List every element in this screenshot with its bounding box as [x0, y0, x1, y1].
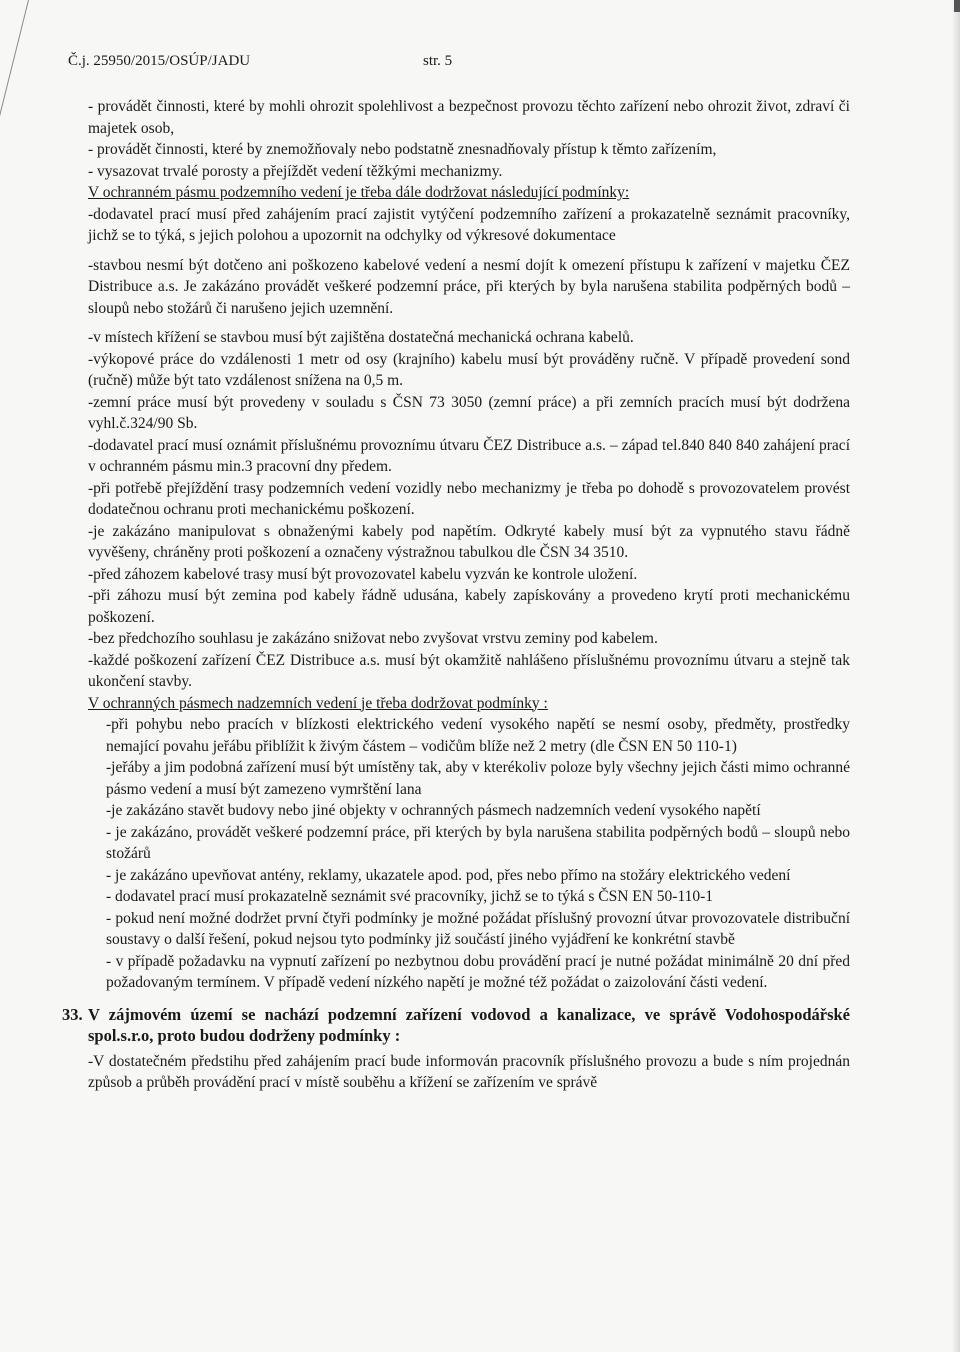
paragraph: - provádět činnosti, které by znemožňovaly nebo podstatně znesnadňovaly přístup k těmto zařízením, [88, 141, 717, 158]
section-title: V zájmovém území se nachází podzemní zařízení vodovod a kanalizace, ve správě Vodohospodářské spol.s.r.o, proto budou dodrženy podmínky : [88, 1004, 850, 1045]
subsection-heading-overhead: V ochranných pásmech nadzemních vedení je třeba dodržovat podmínky : [88, 694, 548, 712]
paragraph: -bez předchozího souhlasu je zakázáno snižovat nebo zvyšovat vrstvu zeminy pod kabelem. [88, 630, 658, 647]
paragraph: -při pohybu nebo pracích v blízkosti elektrického vedení vysokého napětí se nesmí osoby, předměty, prostředky nemající povahu jeřábu přiblížit k živým částem – vodičům blíže než 2 metry (dle ČSN EN 50 110-1) [106, 716, 850, 755]
paragraph: - dodavatel prací musí prokazatelně seznámit své pracovníky, jichž se to týká s ČSN EN 50-110-1 [106, 888, 714, 905]
paragraph: - je zakázáno, provádět veškeré podzemní práce, při kterých by byla narušena stabilita podpěrných bodů – sloupů nebo stožárů [106, 823, 850, 862]
paragraph: -při potřebě přejíždění trasy podzemních vedení vozidly nebo mechanizmy je třeba po dohodě s provozovatelem provést dodatečnou ochranu proti mechanickému poškození. [88, 479, 850, 518]
scan-edge-shadow [952, 0, 960, 1352]
section-33-text: -V dostatečném předstihu před zahájením prací bude informován pracovník příslušného provozu a bude s ním projednán způsob a průběh provádění prací v místě souběhu a křížení se zařízením ve správě [88, 1052, 850, 1091]
paragraph: -výkopové práce do vzdálenosti 1 metr od osy (krajního) kabelu musí být prováděny ručně. V případě provedení sond (ručně) může být tato vzdálenost snížena na 0,5 m. [88, 350, 850, 389]
paragraph: -je zakázáno manipulovat s obnaženými kabely pod napětím. Odkryté kabely musí být za vypnutého stavu řádně vyvěšeny, chráněny proti poškození a označeny výstražnou tabulkou dle ČSN 34 3510. [88, 522, 850, 561]
reference-number: Č.j. 25950/2015/OSÚP/JADU [68, 53, 251, 69]
paragraph: - vysazovat trvalé porosty a přejíždět vedení těžkými mechanizmy. [88, 162, 503, 180]
scan-edge-mark [954, 0, 960, 12]
paragraph: -dodavatel prací musí oznámit příslušnému provoznímu útvaru ČEZ Distribuce a.s. – západ tel.840 840 840 zahájení prací v ochranném pásmu min.3 pracovní dny předem. [88, 436, 850, 475]
paragraph: - v případě požadavku na vypnutí zařízení po nezbytnou dobu provádění prací je nutné požádat minimálně 20 dní před požadovaným termínem. V případě vedení nízkého napětí je možné též požádat o zaizolování části vedení. [106, 952, 850, 991]
paragraph: -každé poškození zařízení ČEZ Distribuce a.s. musí být okamžitě nahlášeno příslušnému provoznímu útvaru a stejně tak ukončení stavby. [88, 651, 850, 690]
paragraph: -v místech křížení se stavbou musí být zajištěna dostatečná mechanická ochrana kabelů. [88, 329, 634, 346]
paragraph: -zemní práce musí být provedeny v souladu s ČSN 73 3050 (zemní práce) a při zemních pracích musí být dodržena vyhl.č.324/90 Sb. [88, 393, 850, 432]
paragraph: - provádět činnosti, které by mohli ohrozit spolehlivost a bezpečnost provozu těchto zařízení nebo ohrozit život, zdraví či majetek osob, [88, 98, 850, 137]
paragraph: -dodavatel prací musí před zahájením prací zajistit vytýčení podzemního zařízení a prokazatelně seznámit pracovníky, jichž se to týká, s jejich polohou a upozornit na odchylky od výkresové dokumentace [88, 205, 850, 244]
page-number: str. 5 [423, 53, 453, 69]
paragraph: -jeřáby a jim podobná zařízení musí být umístěny tak, aby v kterékoliv poloze byly všechny jejich části mimo ochranné pásmo vedení a musí být zamezeno vymrštění lana [106, 759, 850, 798]
section-33-heading [62, 1004, 850, 1047]
paragraph: -při záhozu musí být zemina pod kabely řádně udusána, kabely zapískovány a provedeno krytí proti mechanickému poškození. [88, 587, 850, 626]
paragraph: -je zakázáno stavět budovy nebo jiné objekty v ochranných pásmech nadzemních vedení vysokého napětí [106, 802, 761, 819]
page-header [68, 53, 928, 75]
paragraph: -před záhozem kabelové trasy musí být provozovatel kabelu vyzván ke kontrole uložení. [88, 565, 638, 583]
section-number: 33. [62, 1004, 83, 1024]
paragraph: -stavbou nesmí být dotčeno ani poškozeno kabelové vedení a nesmí dojít k omezení přístupu k zařízení v majetku ČEZ Distribuce a.s. Je zakázáno provádět veškeré podzemní práce, při kterých by byla narušena stabilita podpěrných bodů – sloupů nebo stožárů či narušeno jejich uzemnění. [88, 256, 850, 317]
document-body [62, 96, 850, 1094]
scan-artifact-line [0, 0, 29, 117]
subsection-heading-underground: V ochranném pásmu podzemního vedení je třeba dále dodržovat následující podmínky: [88, 184, 630, 201]
paragraph: - pokud není možné dodržet první čtyři podmínky je možné požádat příslušný provozní útvar provozovatele distribuční soustavy o další řešení, pokud nejsou tyto podmínky již součástí jiného vyjádření ke konkrétní stavbě [106, 909, 850, 948]
paragraph: - je zakázáno upevňovat antény, reklamy, ukazatele apod. pod, přes nebo přímo na stožáry elektrického vedení [106, 866, 791, 884]
